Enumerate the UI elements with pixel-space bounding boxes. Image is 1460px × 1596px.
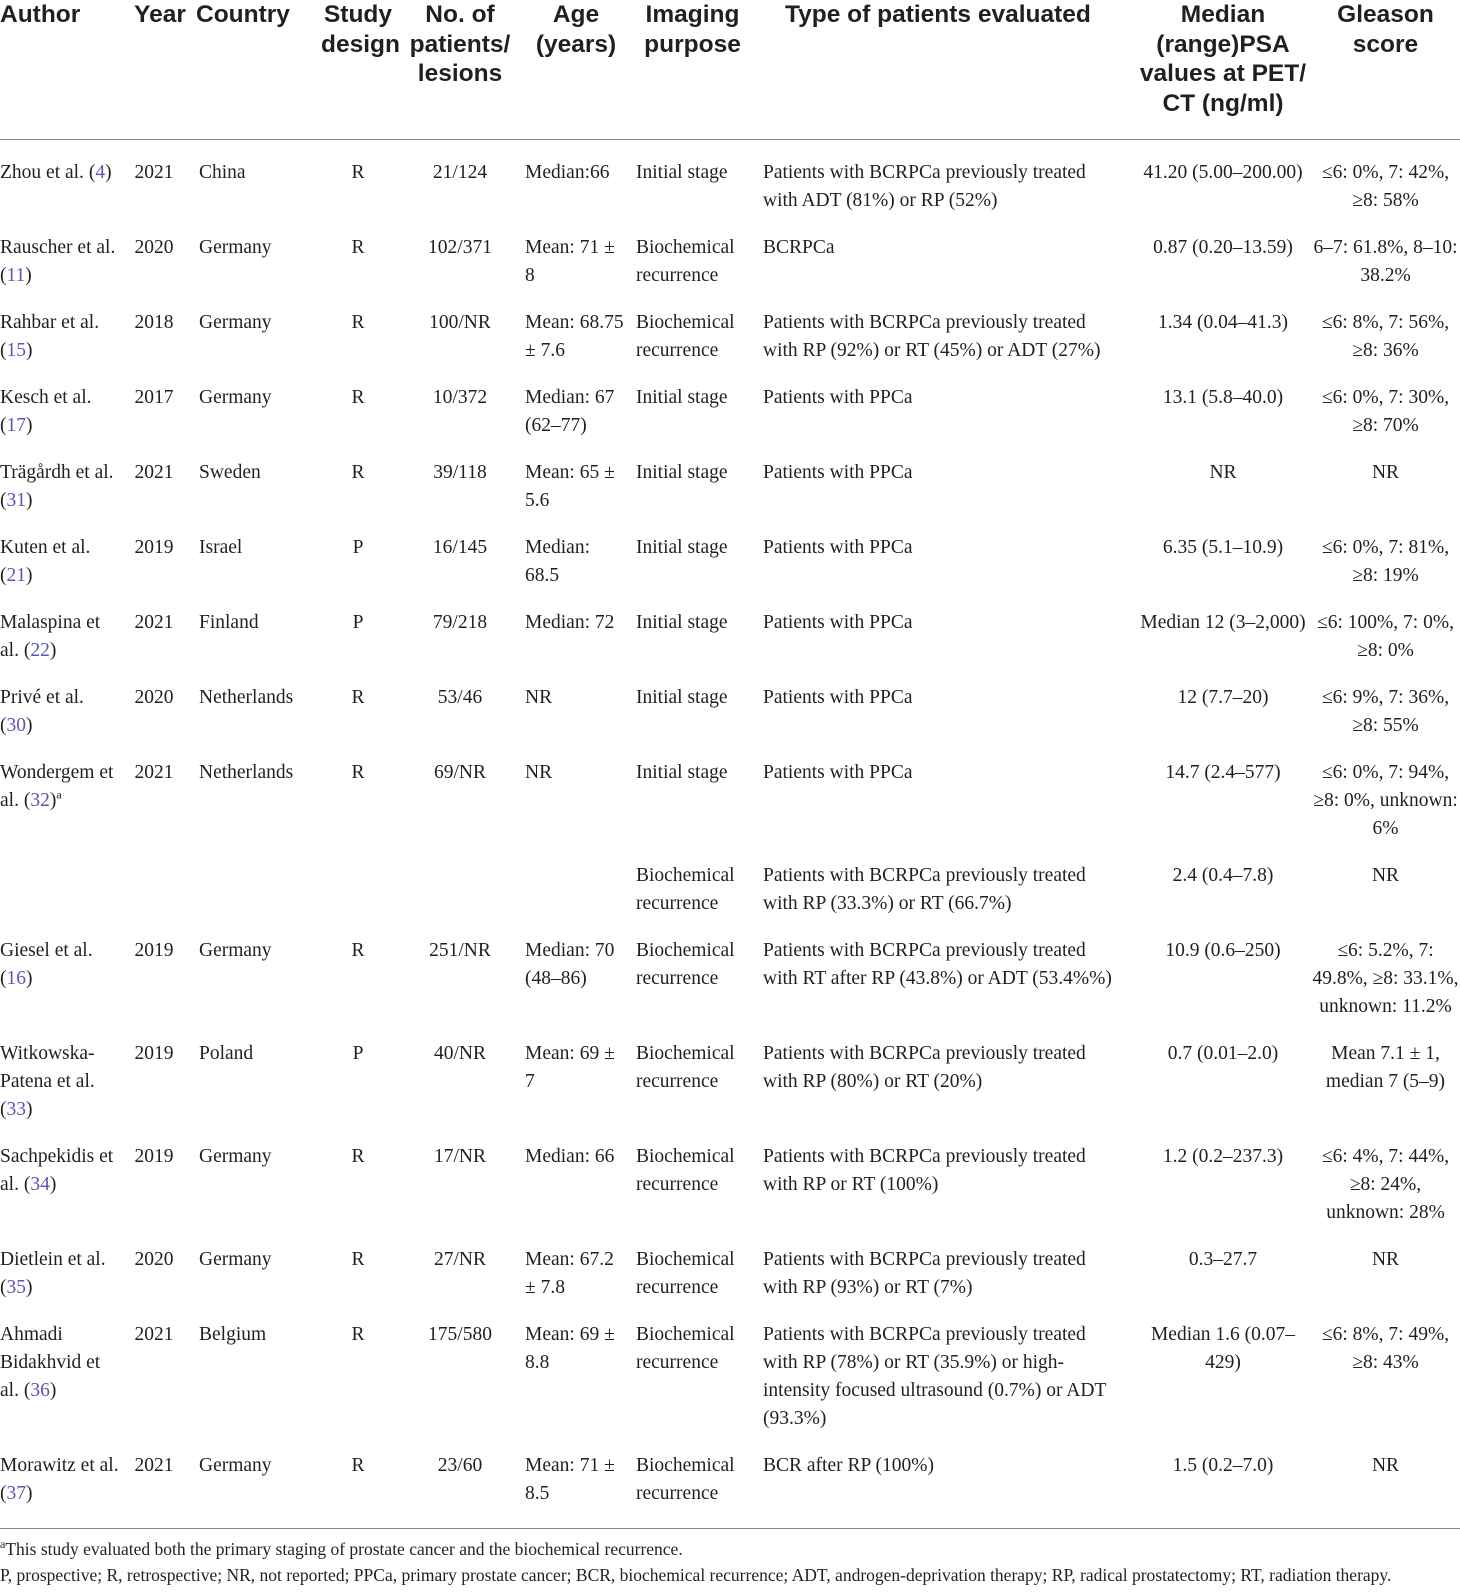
author-name: Wondergem et al. — [0, 762, 114, 811]
cell-imaging-purpose: Initial stage — [636, 687, 728, 708]
cell-study-design: P — [352, 1043, 364, 1064]
cell-patient-type: Patients with BCRPCa previously treated with RP (80%) or RT (20%) — [763, 1043, 1086, 1092]
table-row — [0, 1433, 1460, 1529]
cell-study-design: P — [352, 612, 364, 633]
cell-patients-lesions: 23/60 — [398, 1433, 522, 1529]
cell-study-design: P — [352, 537, 364, 558]
cell-patient-type: Patients with BCRPCa previously treated with RP (92%) or RT (45%) or ADT (27%) — [763, 312, 1101, 361]
col-header-year: Year — [124, 0, 196, 140]
cell-age: Mean: 68.75 ± 7.6 — [525, 312, 624, 361]
table-row — [0, 140, 1460, 216]
cell-country: Germany — [199, 940, 272, 961]
table-row — [0, 440, 1460, 515]
cell-gleason: ≤6: 8%, 7: 49%, ≥8: 43% — [1321, 1324, 1450, 1373]
cell-age: NR — [525, 762, 553, 783]
cell-patients-lesions: 39/118 — [433, 462, 487, 483]
cell-psa: 14.7 (2.4–577) — [1165, 762, 1281, 783]
reference-link[interactable]: 21 — [6, 565, 26, 586]
cell-age: Median: 72 — [525, 612, 615, 633]
author-name: Ahmadi Bidakhvid et al. — [0, 1324, 101, 1401]
cell-year: 2021 — [134, 612, 174, 633]
cell-imaging-purpose: Initial stage — [636, 387, 728, 408]
cell-year: 2019 — [134, 940, 174, 961]
footnote-a — [0, 1536, 1460, 1562]
cell-country — [196, 843, 318, 918]
cell-patient-type: BCRPCa — [763, 237, 835, 258]
table-row — [0, 918, 1460, 1021]
cell-year — [124, 843, 196, 918]
cell-country: Germany — [199, 237, 272, 258]
cell-patients-lesions: 21/124 — [432, 162, 488, 183]
cell-patient-type: Patients with BCRPCa previously treated with RP (33.3%) or RT (66.7%) — [763, 865, 1086, 914]
cell-year: 2017 — [134, 387, 174, 408]
cell-imaging-purpose: Biochemical recurrence — [630, 1433, 755, 1529]
cell-patients-lesions: 27/NR — [433, 1249, 486, 1270]
author-name: Dietlein et al. — [0, 1249, 106, 1270]
cell-study-design: R — [351, 762, 365, 783]
cell-author — [0, 843, 124, 918]
cell-author: Trägårdh et al. (31) — [0, 462, 114, 511]
cell-patient-type: Patients with BCRPCa previously treated with RP (93%) or RT (7%) — [763, 1249, 1086, 1298]
cell-psa: 1.2 (0.2–237.3) — [1162, 1146, 1284, 1167]
footnote-marker: a — [0, 1537, 6, 1552]
cell-imaging-purpose: Initial stage — [636, 762, 728, 783]
table-row — [0, 740, 1460, 843]
cell-imaging-purpose: Initial stage — [636, 462, 728, 483]
cell-age: Mean: 67.2 ± 7.8 — [525, 1249, 614, 1298]
reference-link[interactable]: 35 — [6, 1277, 26, 1298]
cell-age: NR — [525, 687, 553, 708]
cell-psa: 1.34 (0.04–41.3) — [1158, 312, 1288, 333]
cell-author: Rauscher et al. (11) — [0, 237, 116, 286]
cell-study-design: R — [318, 1433, 398, 1529]
header-row — [0, 0, 1460, 140]
cell-year: 2021 — [134, 462, 174, 483]
cell-age: Mean: 69 ± 8.8 — [525, 1324, 615, 1373]
cell-psa: 10.9 (0.6–250) — [1165, 940, 1281, 961]
author-name: Rauscher et al. — [0, 237, 116, 258]
cell-study-design: R — [351, 1249, 365, 1270]
cell-patients-lesions: 69/NR — [433, 762, 486, 783]
cell-year: 2020 — [134, 687, 174, 708]
cell-study-design — [318, 843, 398, 918]
reference-link[interactable]: 33 — [6, 1099, 26, 1120]
cell-patient-type: Patients with PPCa — [763, 387, 913, 408]
cell-age: Median: 67 (62–77) — [525, 387, 615, 436]
table-header — [0, 0, 1460, 140]
cell-country: Germany — [199, 312, 272, 333]
cell-age: Mean: 71 ± 8.5 — [522, 1433, 630, 1529]
reference-link[interactable]: 34 — [30, 1174, 50, 1195]
cell-age: Median:66 — [525, 162, 610, 183]
cell-gleason: ≤6: 0%, 7: 42%, ≥8: 58% — [1321, 162, 1450, 211]
cell-country: China — [199, 162, 246, 183]
author-name: Sachpekidis et al. — [0, 1146, 114, 1195]
col-header-country: Country — [196, 0, 318, 140]
cell-imaging-purpose: Initial stage — [636, 162, 728, 183]
col-header-study-design: Study design — [318, 0, 398, 140]
cell-year: 2019 — [134, 537, 174, 558]
cell-country: Israel — [199, 537, 243, 558]
cell-country: Sweden — [199, 462, 261, 483]
cell-psa: 12 (7.7–20) — [1177, 687, 1269, 708]
cell-psa: 2.4 (0.4–7.8) — [1172, 865, 1274, 886]
table-row — [0, 515, 1460, 590]
cell-year: 2018 — [134, 312, 174, 333]
reference-link[interactable]: 36 — [30, 1380, 50, 1401]
col-header-gleason: Gleason score — [1311, 0, 1460, 140]
table-footnotes — [0, 1529, 1460, 1588]
reference-link[interactable]: 16 — [6, 968, 26, 989]
cell-psa: 0.3–27.7 — [1188, 1249, 1258, 1270]
cell-age: Median: 66 — [525, 1146, 615, 1167]
cell-year: 2021 — [124, 1433, 196, 1529]
reference-link[interactable]: 15 — [6, 340, 26, 361]
author-name: Witkowska-Patena et al. — [0, 1043, 95, 1092]
cell-author: Dietlein et al. (35) — [0, 1249, 106, 1298]
author-name: Kuten et al. — [0, 537, 91, 558]
cell-psa: NR — [1209, 462, 1237, 483]
author-name: Trägårdh et al. — [0, 462, 114, 483]
cell-gleason: ≤6: 0%, 7: 94%, ≥8: 0%, unknown: 6% — [1313, 762, 1458, 839]
cell-gleason: ≤6: 0%, 7: 81%, ≥8: 19% — [1321, 537, 1450, 586]
cell-psa: 1.5 (0.2–7.0) — [1135, 1433, 1311, 1529]
table-row — [0, 365, 1460, 440]
cell-imaging-purpose: Biochemical recurrence — [636, 1324, 735, 1373]
reference-link[interactable]: 11 — [6, 265, 26, 286]
cell-patients-lesions: 79/218 — [432, 612, 488, 633]
col-header-author: Author — [0, 0, 124, 140]
cell-country: Netherlands — [199, 687, 294, 708]
cell-patient-type: BCR after RP (100%) — [755, 1433, 1135, 1529]
abbreviations-note: P, prospective; R, retrospective; NR, not reported; PPCa, primary prostate cancer; BCR, biochemical recurrence; ADT, androgen-deprivation therapy; RP, radical prostatectomy; RT, radiation therapy. — [0, 1565, 1392, 1585]
cell-gleason: NR — [1371, 462, 1400, 483]
cell-country: Belgium — [199, 1324, 267, 1345]
author-name: Giesel et al. — [0, 940, 93, 961]
author-name: Privé et al. — [0, 687, 84, 708]
cell-psa: Median 1.6 (0.07–429) — [1150, 1324, 1296, 1373]
cell-study-design: R — [351, 940, 365, 961]
cell-gleason: NR — [1371, 865, 1400, 886]
cell-author: Sachpekidis et al. (34) — [0, 1146, 114, 1195]
cell-imaging-purpose: Biochemical recurrence — [636, 312, 735, 361]
cell-imaging-purpose: Initial stage — [636, 537, 728, 558]
author-name: Malaspina et al. — [0, 612, 101, 661]
cell-imaging-purpose: Biochemical recurrence — [636, 1146, 735, 1195]
cell-patient-type: Patients with PPCa — [763, 462, 913, 483]
cell-age: Mean: 71 ± 8 — [525, 237, 615, 286]
cell-year: 2021 — [134, 762, 174, 783]
reference-link[interactable]: 4 — [95, 162, 106, 183]
reference-link[interactable]: 22 — [30, 640, 50, 661]
cell-year: 2019 — [134, 1146, 174, 1167]
cell-gleason: ≤6: 8%, 7: 56%, ≥8: 36% — [1321, 312, 1450, 361]
cell-patients-lesions — [398, 843, 522, 918]
cell-year: 2020 — [134, 237, 174, 258]
cell-author: Rahbar et al. (15) — [0, 312, 100, 361]
cell-patient-type: Patients with BCRPCa previously treated with RP or RT (100%) — [763, 1146, 1086, 1195]
reference-link[interactable]: 32 — [30, 790, 50, 811]
cell-patients-lesions: 53/46 — [437, 687, 483, 708]
cell-age — [522, 843, 630, 918]
cell-author: Witkowska-Patena et al. (33) — [0, 1043, 95, 1120]
cell-gleason: NR — [1371, 1249, 1400, 1270]
cell-study-design: R — [351, 687, 365, 708]
cell-patients-lesions: 175/580 — [428, 1324, 492, 1345]
cell-country: Germany — [199, 1249, 272, 1270]
cell-country: Germany — [199, 1146, 272, 1167]
reference-link[interactable]: 30 — [6, 715, 26, 736]
cell-year: 2021 — [134, 162, 174, 183]
cell-imaging-purpose: Biochemical recurrence — [636, 940, 735, 989]
cell-country: Poland — [199, 1043, 254, 1064]
cell-year: 2021 — [134, 1324, 174, 1345]
cell-country: Germany — [196, 1433, 318, 1529]
table-row — [0, 665, 1460, 740]
cell-study-design: R — [351, 162, 365, 183]
table-row — [0, 1124, 1460, 1227]
author-name: Zhou et al. — [0, 162, 84, 183]
cell-patients-lesions: 10/372 — [432, 387, 488, 408]
cell-gleason: ≤6: 0%, 7: 30%, ≥8: 70% — [1321, 387, 1450, 436]
cell-author: Malaspina et al. (22) — [0, 612, 101, 661]
col-header-psa: Median (range)PSA values at PET/ CT (ng/ml) — [1135, 0, 1311, 140]
cell-imaging-purpose: Biochemical recurrence — [636, 1043, 735, 1092]
reference-link[interactable]: 31 — [6, 490, 26, 511]
cell-patients-lesions: 40/NR — [433, 1043, 486, 1064]
table-row — [0, 1021, 1460, 1124]
cell-gleason: ≤6: 9%, 7: 36%, ≥8: 55% — [1321, 687, 1450, 736]
cell-country: Germany — [199, 387, 272, 408]
author-name: Morawitz et al. — [0, 1455, 119, 1476]
cell-year: 2019 — [134, 1043, 174, 1064]
cell-patient-type: Patients with BCRPCa previously treated with RT after RP (43.8%) or ADT (53.4%%) — [763, 940, 1112, 989]
table-body — [0, 140, 1460, 1529]
cell-author: Giesel et al. (16) — [0, 940, 93, 989]
cell-psa: 13.1 (5.8–40.0) — [1162, 387, 1284, 408]
cell-age: Mean: 65 ± 5.6 — [525, 462, 615, 511]
table-row — [0, 590, 1460, 665]
col-header-imaging-purpose: Imaging purpose — [630, 0, 755, 140]
footnote-marker: a — [56, 787, 62, 802]
cell-psa: 0.87 (0.20–13.59) — [1153, 237, 1293, 258]
cell-study-design: R — [351, 237, 365, 258]
cell-patient-type: Patients with PPCa — [763, 687, 913, 708]
cell-imaging-purpose: Initial stage — [636, 612, 728, 633]
cell-patients-lesions: 17/NR — [433, 1146, 486, 1167]
cell-gleason: ≤6: 4%, 7: 44%, ≥8: 24%, unknown: 28% — [1321, 1146, 1450, 1223]
cell-author: Kuten et al. (21) — [0, 537, 91, 586]
col-header-age: Age (years) — [522, 0, 630, 140]
cell-patients-lesions: 251/NR — [429, 940, 491, 961]
cell-study-design: R — [351, 462, 365, 483]
table-row — [0, 215, 1460, 290]
cell-patient-type: Patients with PPCa — [763, 762, 913, 783]
cell-author: Morawitz et al. (37) — [0, 1433, 124, 1529]
cell-psa: 6.35 (5.1–10.9) — [1162, 537, 1284, 558]
cell-patient-type: Patients with BCRPCa previously treated with RP (78%) or RT (35.9%) or high-intensity focused ultrasound (0.7%) or ADT (93.3%) — [763, 1324, 1107, 1429]
cell-psa: Median 12 (3–2,000) — [1140, 612, 1306, 633]
cell-author: Privé et al. (30) — [0, 687, 84, 736]
cell-patients-lesions: 102/371 — [428, 237, 492, 258]
author-name: Rahbar et al. — [0, 312, 100, 333]
cell-patient-type: Patients with PPCa — [763, 537, 913, 558]
table-row — [0, 1302, 1460, 1433]
cell-study-design: R — [351, 1146, 365, 1167]
cell-study-design: R — [351, 387, 365, 408]
col-header-patients-lesions: No. of patients/ lesions — [398, 0, 522, 140]
cell-patient-type: Patients with BCRPCa previously treated with ADT (81%) or RP (52%) — [763, 162, 1086, 211]
table-row — [0, 843, 1460, 918]
table-row — [0, 290, 1460, 365]
cell-imaging-purpose: Biochemical recurrence — [636, 1249, 735, 1298]
author-name: Kesch et al. — [0, 387, 92, 408]
cell-country: Netherlands — [199, 762, 294, 783]
cell-patients-lesions: 16/145 — [432, 537, 488, 558]
cell-study-design: R — [351, 1324, 365, 1345]
col-header-patient-type: Type of patients evaluated — [755, 0, 1135, 140]
cell-imaging-purpose: Biochemical recurrence — [636, 865, 735, 914]
cell-gleason: ≤6: 100%, 7: 0%, ≥8: 0% — [1317, 612, 1454, 661]
cell-gleason: 6–7: 61.8%, 8–10: 38.2% — [1313, 237, 1458, 286]
cell-age: Mean: 69 ± 7 — [525, 1043, 615, 1092]
cell-author: Zhou et al. (4) — [0, 162, 112, 183]
footnote-a-text: This study evaluated both the primary staging of prostate cancer and the biochemical recurrence. — [5, 1539, 683, 1559]
cell-patient-type: Patients with PPCa — [763, 612, 913, 633]
reference-link[interactable]: 37 — [6, 1483, 26, 1504]
cell-country: Finland — [199, 612, 259, 633]
cell-author: Kesch et al. (17) — [0, 387, 92, 436]
cell-gleason: NR — [1311, 1433, 1460, 1529]
cell-author: Wondergem et al. (32)$^a$ — [0, 762, 114, 811]
cell-gleason: Mean 7.1 ± 1, median 7 (5–9) — [1325, 1043, 1446, 1092]
cell-psa: 41.20 (5.00–200.00) — [1143, 162, 1303, 183]
cell-author: Ahmadi Bidakhvid et al. (36) — [0, 1324, 101, 1401]
cell-psa: 0.7 (0.01–2.0) — [1167, 1043, 1279, 1064]
cell-gleason: ≤6: 5.2%, 7: 49.8%, ≥8: 33.1%, unknown: 11.2% — [1312, 940, 1459, 1017]
cell-year: 2020 — [134, 1249, 174, 1270]
reference-link[interactable]: 17 — [6, 415, 26, 436]
cell-patients-lesions: 100/NR — [429, 312, 491, 333]
table-row — [0, 1227, 1460, 1302]
cell-age: Median: 70 (48–86) — [525, 940, 615, 989]
cell-study-design: R — [351, 312, 365, 333]
cell-age: Median: 68.5 — [525, 537, 590, 586]
cell-imaging-purpose: Biochemical recurrence — [636, 237, 735, 286]
